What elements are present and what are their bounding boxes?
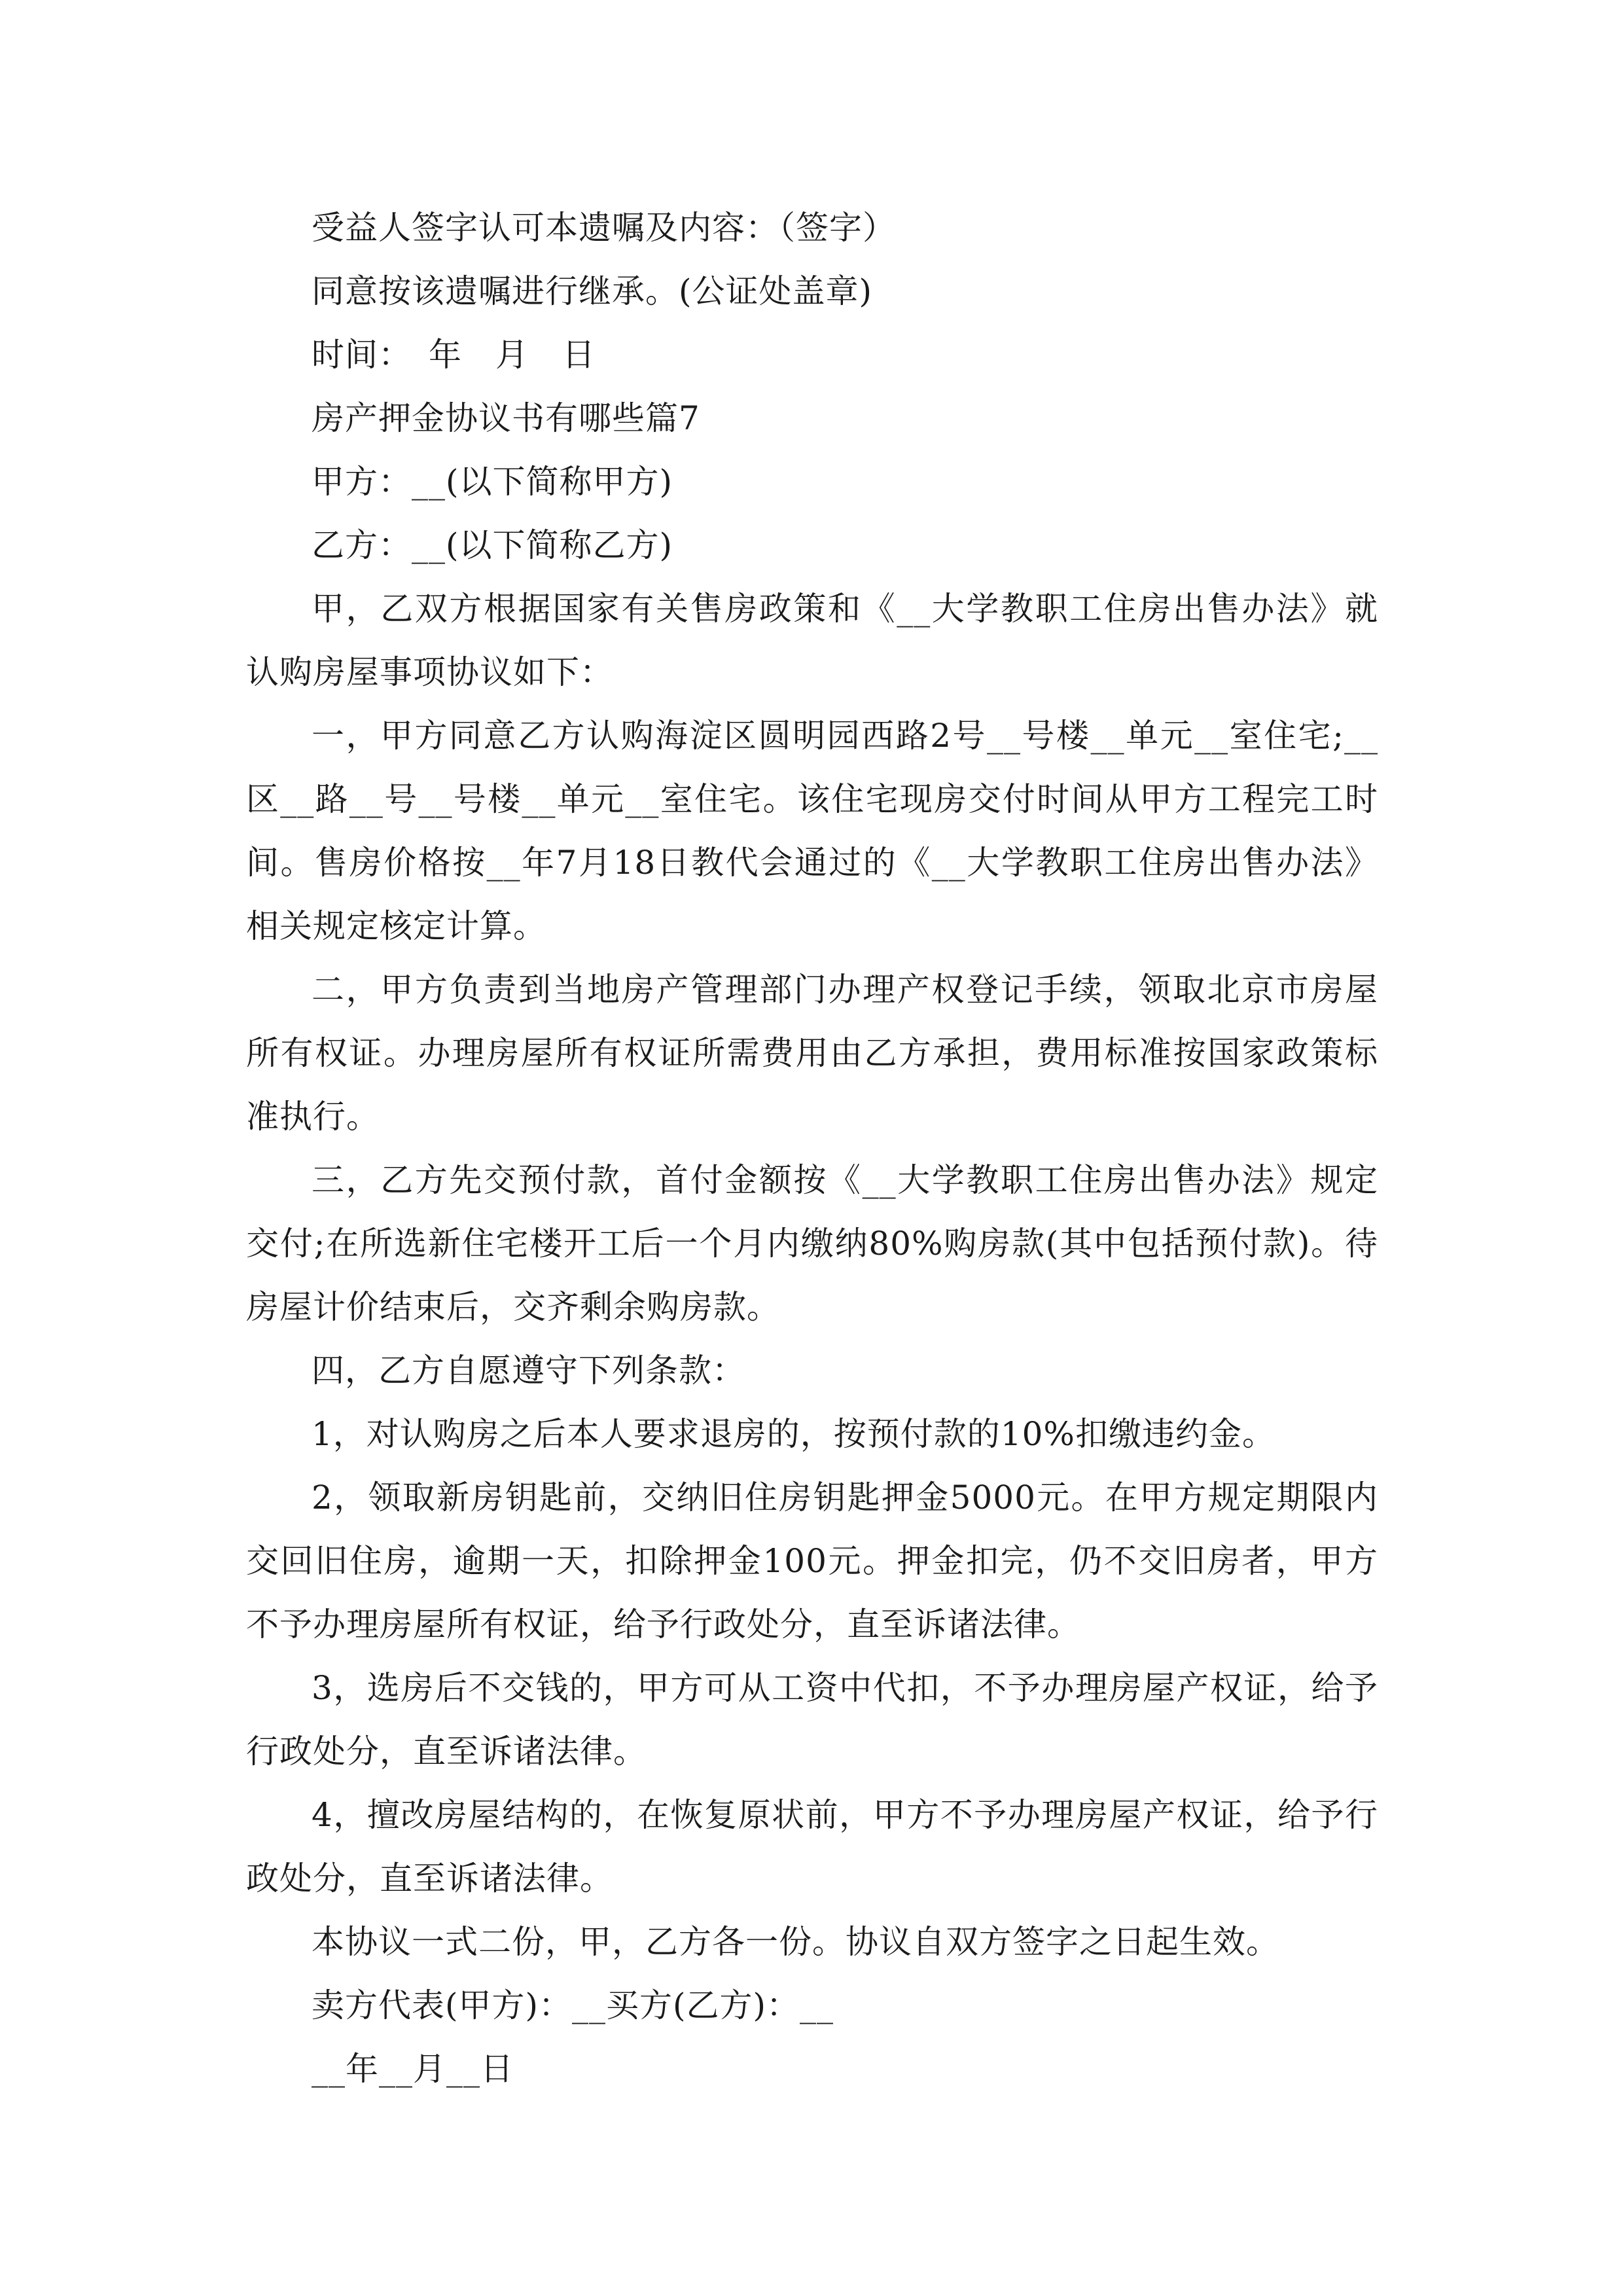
section-heading: 房产押金协议书有哪些篇7 [312,399,700,437]
document-body [246,196,1378,2101]
clause-3: 三，乙方先交预付款，首付金额按《__大学教职工住房出售办法》规定交付;在所选新住宅楼开工后一个月内缴纳80%购房款(其中包括预付款)。待房屋计价结束后，交齐剩余购房款。 [246,1161,1378,1326]
clause-2: 二，甲方负责到当地房产管理部门办理产权登记手续，领取北京市房屋所有权证。办理房屋所有权证所需费用由乙方承担，费用标准按国家政策标准执行。 [246,971,1378,1136]
paragraph-time: 时间： 年 月 日 [312,336,596,374]
sub-clause-3: 3，选房后不交钱的，甲方可从工资中代扣，不予办理房屋产权证，给予行政处分，直至诉诸法律。 [246,1669,1378,1770]
paragraph-copies: 本协议一式二份，甲，乙方各一份。协议自双方签字之日起生效。 [312,1923,1279,1961]
party-a: 甲方：__(以下简称甲方) [312,463,673,501]
clause-1: 一，甲方同意乙方认购海淀区圆明园西路2号__号楼__单元__室住宅;__区__路__号__号楼__单元__室住宅。该住宅现房交付时间从甲方工程完工时间。售房价格按__年7月18日教代会通过的《__大学教职工住房出售办法》相关规定核定计算。 [246,717,1378,945]
clause-4: 四，乙方自愿遵守下列条款： [312,1352,745,1390]
signature-line: 卖方代表(甲方)：__买方(乙方)：__ [312,1986,834,2024]
sub-clause-4: 4，擅改房屋结构的，在恢复原状前，甲方不予办理房屋产权证，给予行政处分，直至诉诸法律。 [246,1796,1378,1897]
paragraph-preamble: 甲，乙双方根据国家有关售房政策和《__大学教职工住房出售办法》就认购房屋事项协议如下： [246,590,1378,691]
paragraph-inheritance-consent: 同意按该遗嘱进行继承。(公证处盖章) [312,272,873,310]
sub-clause-1: 1，对认购房之后本人要求退房的，按预付款的10%扣缴违约金。 [312,1415,1275,1453]
party-b: 乙方：__(以下简称乙方) [312,526,673,564]
date-line: __年__月__日 [312,2050,514,2088]
sub-clause-2: 2，领取新房钥匙前，交纳旧住房钥匙押金5000元。在甲方规定期限内交回旧住房，逾期一天，扣除押金100元。押金扣完，仍不交旧房者，甲方不予办理房屋所有权证，给予行政处分，直至诉诸法律。 [246,1479,1378,1643]
paragraph-beneficiary-signature: 受益人签字认可本遗嘱及内容：（签字） [312,209,896,247]
